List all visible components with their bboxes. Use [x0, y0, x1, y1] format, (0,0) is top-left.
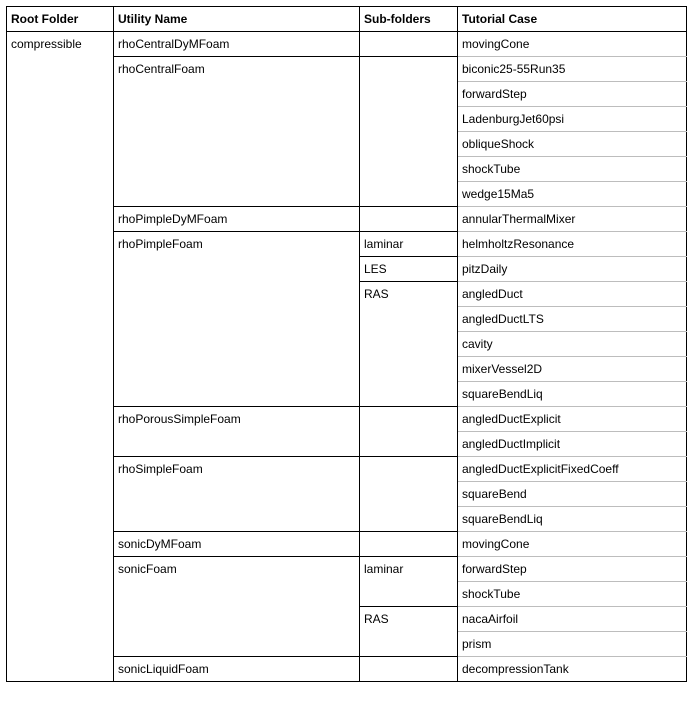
- header-root-folder: Root Folder: [7, 7, 114, 32]
- utility-name-cell: sonicFoam: [114, 557, 360, 657]
- tutorial-case-cell: forwardStep: [458, 557, 687, 582]
- table-header: [7, 7, 687, 32]
- utility-name-cell: rhoCentralDyMFoam: [114, 32, 360, 57]
- tutorial-case-cell: squareBendLiq: [458, 507, 687, 532]
- tutorial-case-cell: angledDuctImplicit: [458, 432, 687, 457]
- tutorial-case-cell: wedge15Ma5: [458, 182, 687, 207]
- root-folder-cell: compressible: [7, 32, 114, 682]
- sub-folder-cell: [360, 407, 458, 457]
- tutorial-case-cell: angledDuctExplicit: [458, 407, 687, 432]
- tutorials-table: [6, 6, 687, 682]
- tutorial-case-cell: helmholtzResonance: [458, 232, 687, 257]
- tutorial-case-cell: shockTube: [458, 157, 687, 182]
- tutorial-case-cell: movingCone: [458, 532, 687, 557]
- tutorial-case-cell: angledDuctLTS: [458, 307, 687, 332]
- table-row: [7, 32, 687, 57]
- sub-folder-cell: RAS: [360, 607, 458, 657]
- sub-folder-cell: [360, 32, 458, 57]
- utility-name-cell: rhoPorousSimpleFoam: [114, 407, 360, 457]
- tutorial-case-cell: cavity: [458, 332, 687, 357]
- tutorial-case-cell: obliqueShock: [458, 132, 687, 157]
- tutorial-case-cell: squareBend: [458, 482, 687, 507]
- sub-folder-cell: [360, 57, 458, 207]
- utility-name-cell: rhoPimpleFoam: [114, 232, 360, 407]
- tutorial-case-cell: shockTube: [458, 582, 687, 607]
- tutorial-case-cell: biconic25-55Run35: [458, 57, 687, 82]
- sub-folder-cell: laminar: [360, 557, 458, 607]
- tutorial-case-cell: LadenburgJet60psi: [458, 107, 687, 132]
- header-utility-name: Utility Name: [114, 7, 360, 32]
- utility-name-cell: sonicDyMFoam: [114, 532, 360, 557]
- utility-name-cell: rhoPimpleDyMFoam: [114, 207, 360, 232]
- tutorial-case-cell: nacaAirfoil: [458, 607, 687, 632]
- sub-folder-cell: laminar: [360, 232, 458, 257]
- tutorial-case-cell: annularThermalMixer: [458, 207, 687, 232]
- tutorial-case-cell: angledDuct: [458, 282, 687, 307]
- sub-folder-cell: LES: [360, 257, 458, 282]
- utility-name-cell: rhoCentralFoam: [114, 57, 360, 207]
- sub-folder-cell: [360, 207, 458, 232]
- tutorial-case-cell: mixerVessel2D: [458, 357, 687, 382]
- sub-folder-cell: [360, 657, 458, 682]
- header-sub-folders: Sub-folders: [360, 7, 458, 32]
- tutorial-case-cell: forwardStep: [458, 82, 687, 107]
- utility-name-cell: rhoSimpleFoam: [114, 457, 360, 532]
- sub-folder-cell: [360, 457, 458, 532]
- header-row: [7, 7, 687, 32]
- tutorial-case-cell: squareBendLiq: [458, 382, 687, 407]
- sub-folder-cell: [360, 532, 458, 557]
- utility-name-cell: sonicLiquidFoam: [114, 657, 360, 682]
- tutorial-case-cell: pitzDaily: [458, 257, 687, 282]
- table-body: [7, 32, 687, 682]
- tutorial-case-cell: angledDuctExplicitFixedCoeff: [458, 457, 687, 482]
- sub-folder-cell: RAS: [360, 282, 458, 407]
- header-tutorial-case: Tutorial Case: [458, 7, 687, 32]
- tutorial-case-cell: prism: [458, 632, 687, 657]
- tutorial-case-cell: decompressionTank: [458, 657, 687, 682]
- tutorial-case-cell: movingCone: [458, 32, 687, 57]
